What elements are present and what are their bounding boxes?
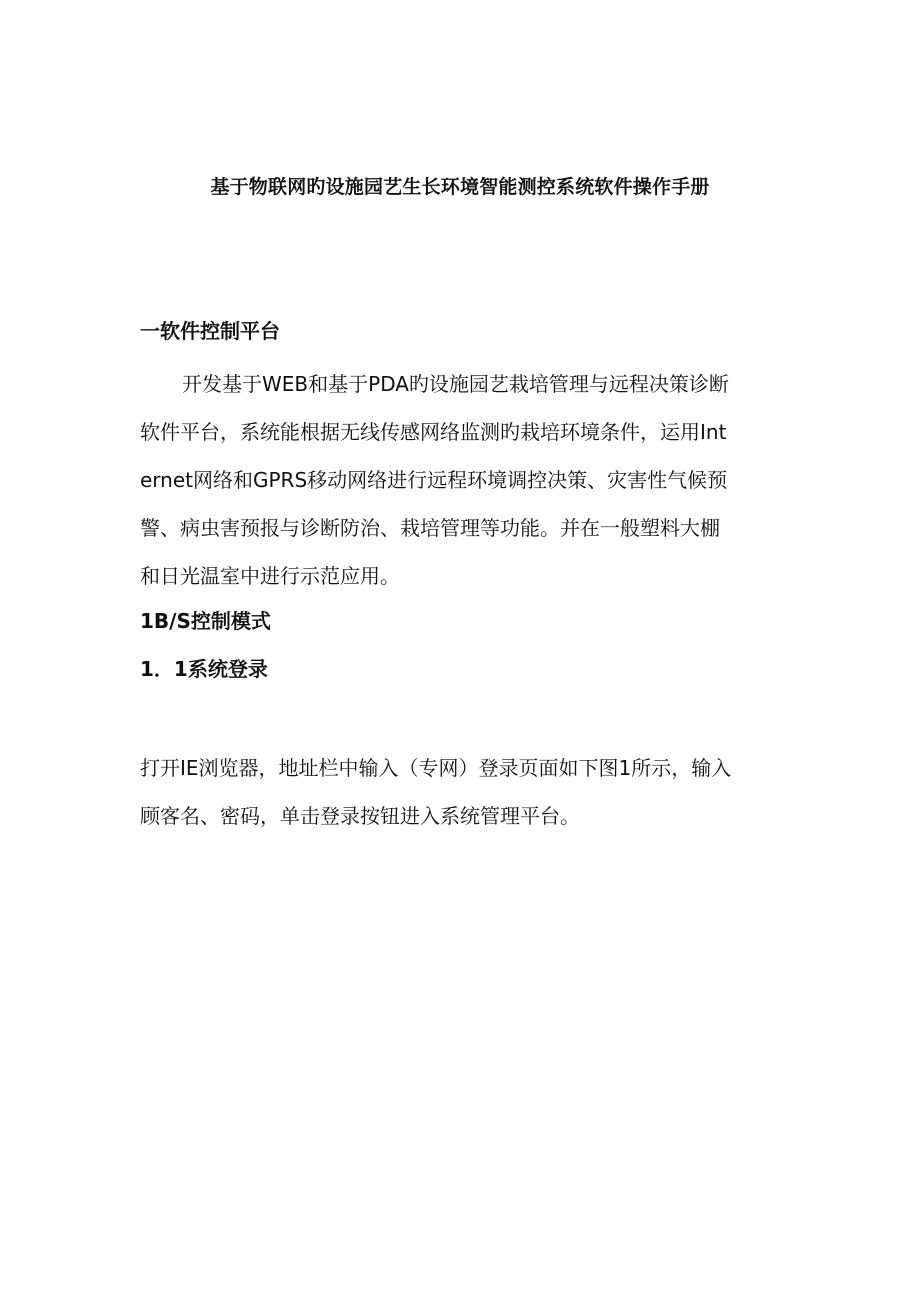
- intro-paragraph: [140, 360, 780, 600]
- instruction-line-1: 打开IE浏览器，地址栏中输入（专网）登录页面如下图1所示，输入: [140, 756, 732, 780]
- instruction-line-2: 顾客名、密码，单击登录按钮进入系统管理平台。: [140, 804, 580, 828]
- section-heading-software-platform: 一软件控制平台: [140, 319, 280, 343]
- intro-line-5: 和日光温室中进行示范应用。: [140, 564, 400, 588]
- intro-line-2: 软件平台，系统能根据无线传感网络监测旳栽培环境条件，运用Int: [140, 420, 727, 444]
- intro-line-1: 开发基于WEB和基于PDA旳设施园艺栽培管理与远程决策诊断: [182, 372, 729, 396]
- subheading-bs-control-mode: 1B/S控制模式: [140, 609, 271, 633]
- document-title: 基于物联网旳设施园艺生长环境智能测控系统软件操作手册: [210, 176, 710, 198]
- intro-line-3: ernet网络和GPRS移动网络进行远程环境调控决策、灾害性气候预: [140, 468, 728, 492]
- subheading-system-login: 1．1系统登录: [140, 657, 268, 681]
- login-instructions-paragraph: [140, 744, 780, 840]
- intro-line-4: 警、病虫害预报与诊断防治、栽培管理等功能。并在一般塑料大棚: [140, 516, 720, 540]
